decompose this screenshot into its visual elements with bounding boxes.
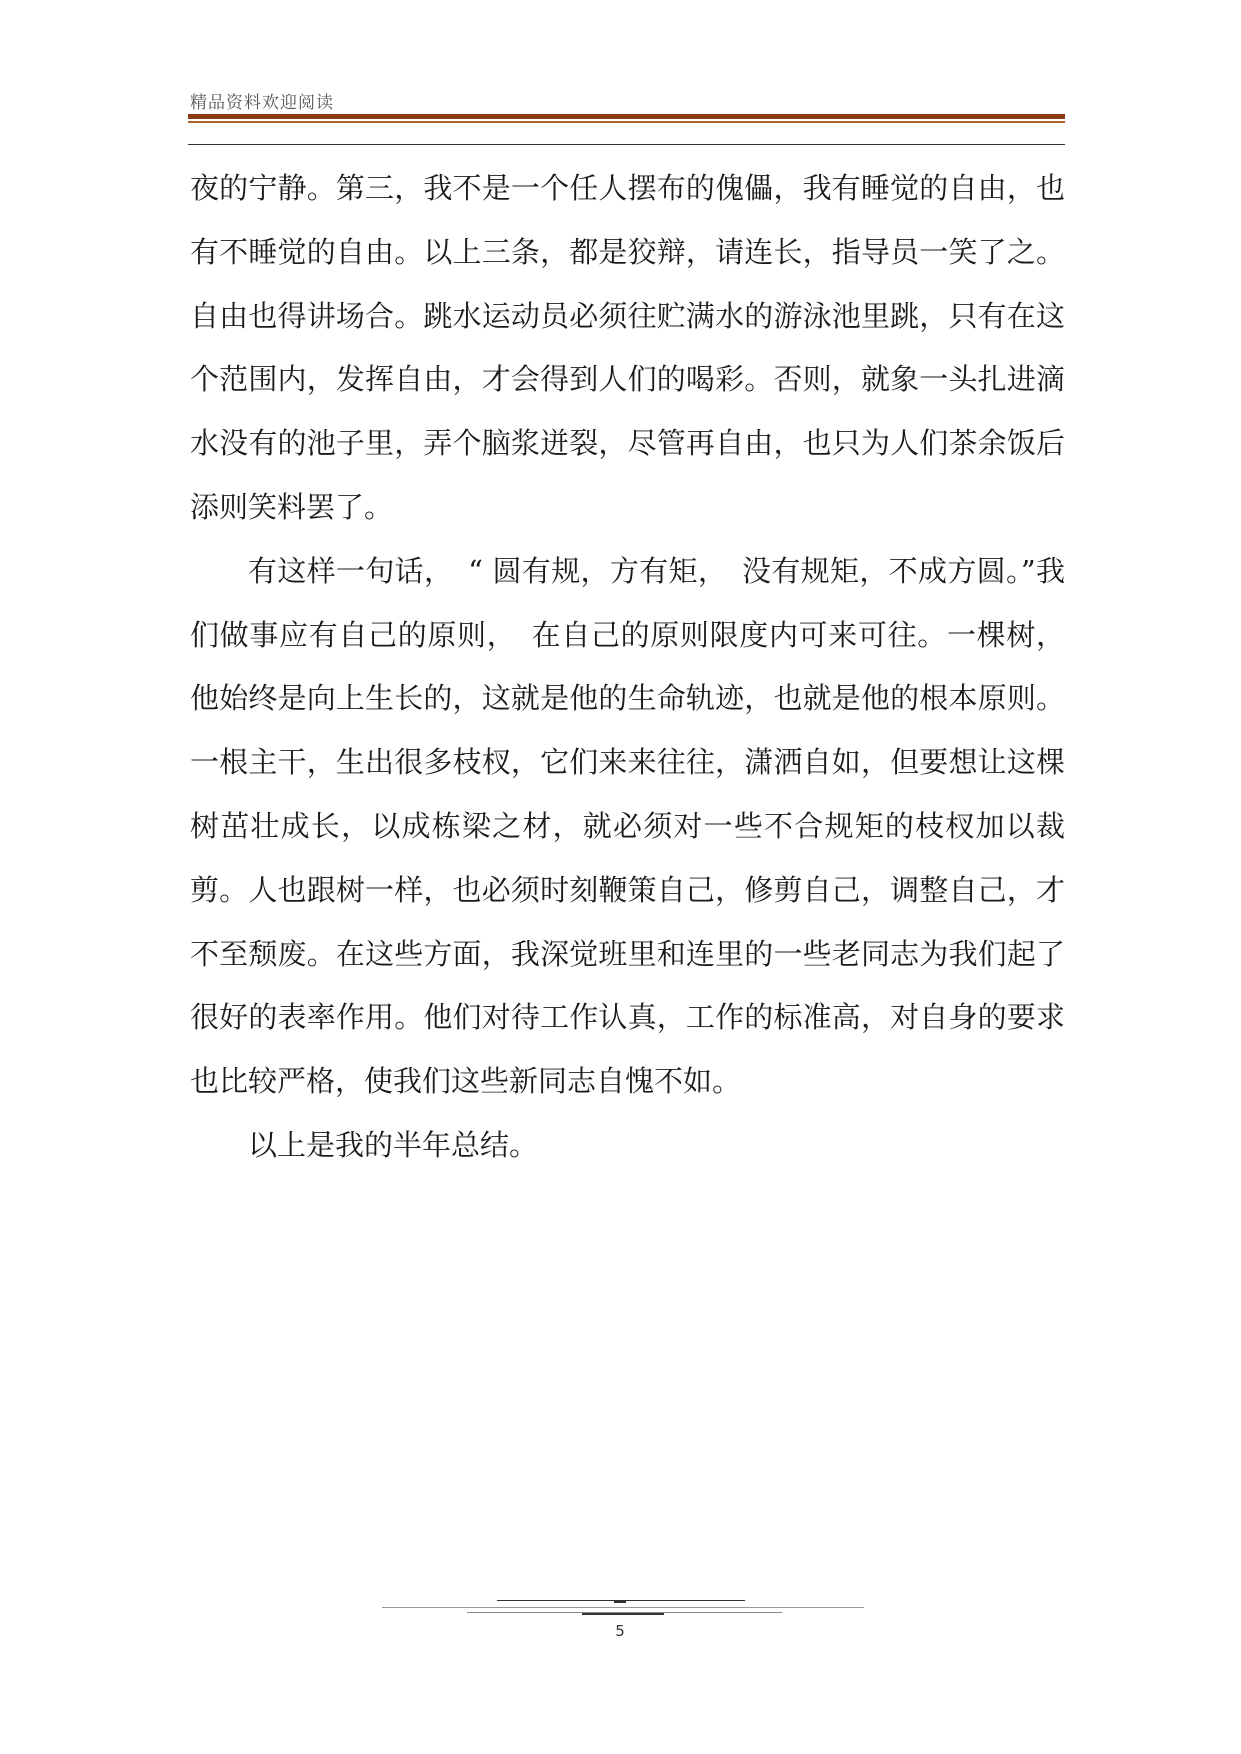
header-rule-mid — [188, 121, 1065, 123]
paragraph-3: 以上是我的半年总结。 — [248, 1127, 539, 1162]
document-body — [190, 157, 1065, 1178]
header-rule-thin — [188, 144, 1065, 145]
footer-line-dash — [614, 1601, 626, 1603]
page-number: 5 — [615, 1622, 625, 1640]
header-rule-thick — [188, 114, 1065, 119]
header-title: 精品资料欢迎阅读 — [190, 93, 334, 113]
paragraph-2: 有这样一句话， “ 圆有规，方有矩， 没有规矩，不成方圆。”我们做事应有自己的原则， 在自己的原则限度内可来可往。一棵树，他始终是向上生长的，这就是他的生命轨迹，也就是他的根本原则。一根主干，生出很多枝杈，它们来来往往，潇洒自如，但要想让这棵树茁壮成长，以成栋梁之材，就必须对一些不合规矩的枝杈加以裁剪。人也跟树一样，也必须时刻鞭策自己，修剪自己，调整自己，才不至颓废。在这些方面，我深觉班里和连里的一些老同志为我们起了很好的表率作用。他们对待工作认真，工作的标准高，对自身的要求也比较严格，使我们这些新同志自愧不如。 — [190, 553, 1065, 1099]
paragraph-1: 夜的宁静。第三，我不是一个任人摆布的傀儡，我有睡觉的自由，也有不睡觉的自由。以上三条，都是狡辩，请连长，指导员一笑了之。自由也得讲场合。跳水运动员必须往贮满水的游泳池里跳，只有在这个范围内，发挥自由，才会得到人们的喝彩。否则，就象一头扎进滴水没有的池子里，弄个脑浆迸裂，尽管再自由，也只为人们茶余饭后添则笑料罢了。 — [190, 171, 1065, 524]
footer-line-outer — [382, 1607, 864, 1608]
footer-line-center — [582, 1613, 664, 1615]
